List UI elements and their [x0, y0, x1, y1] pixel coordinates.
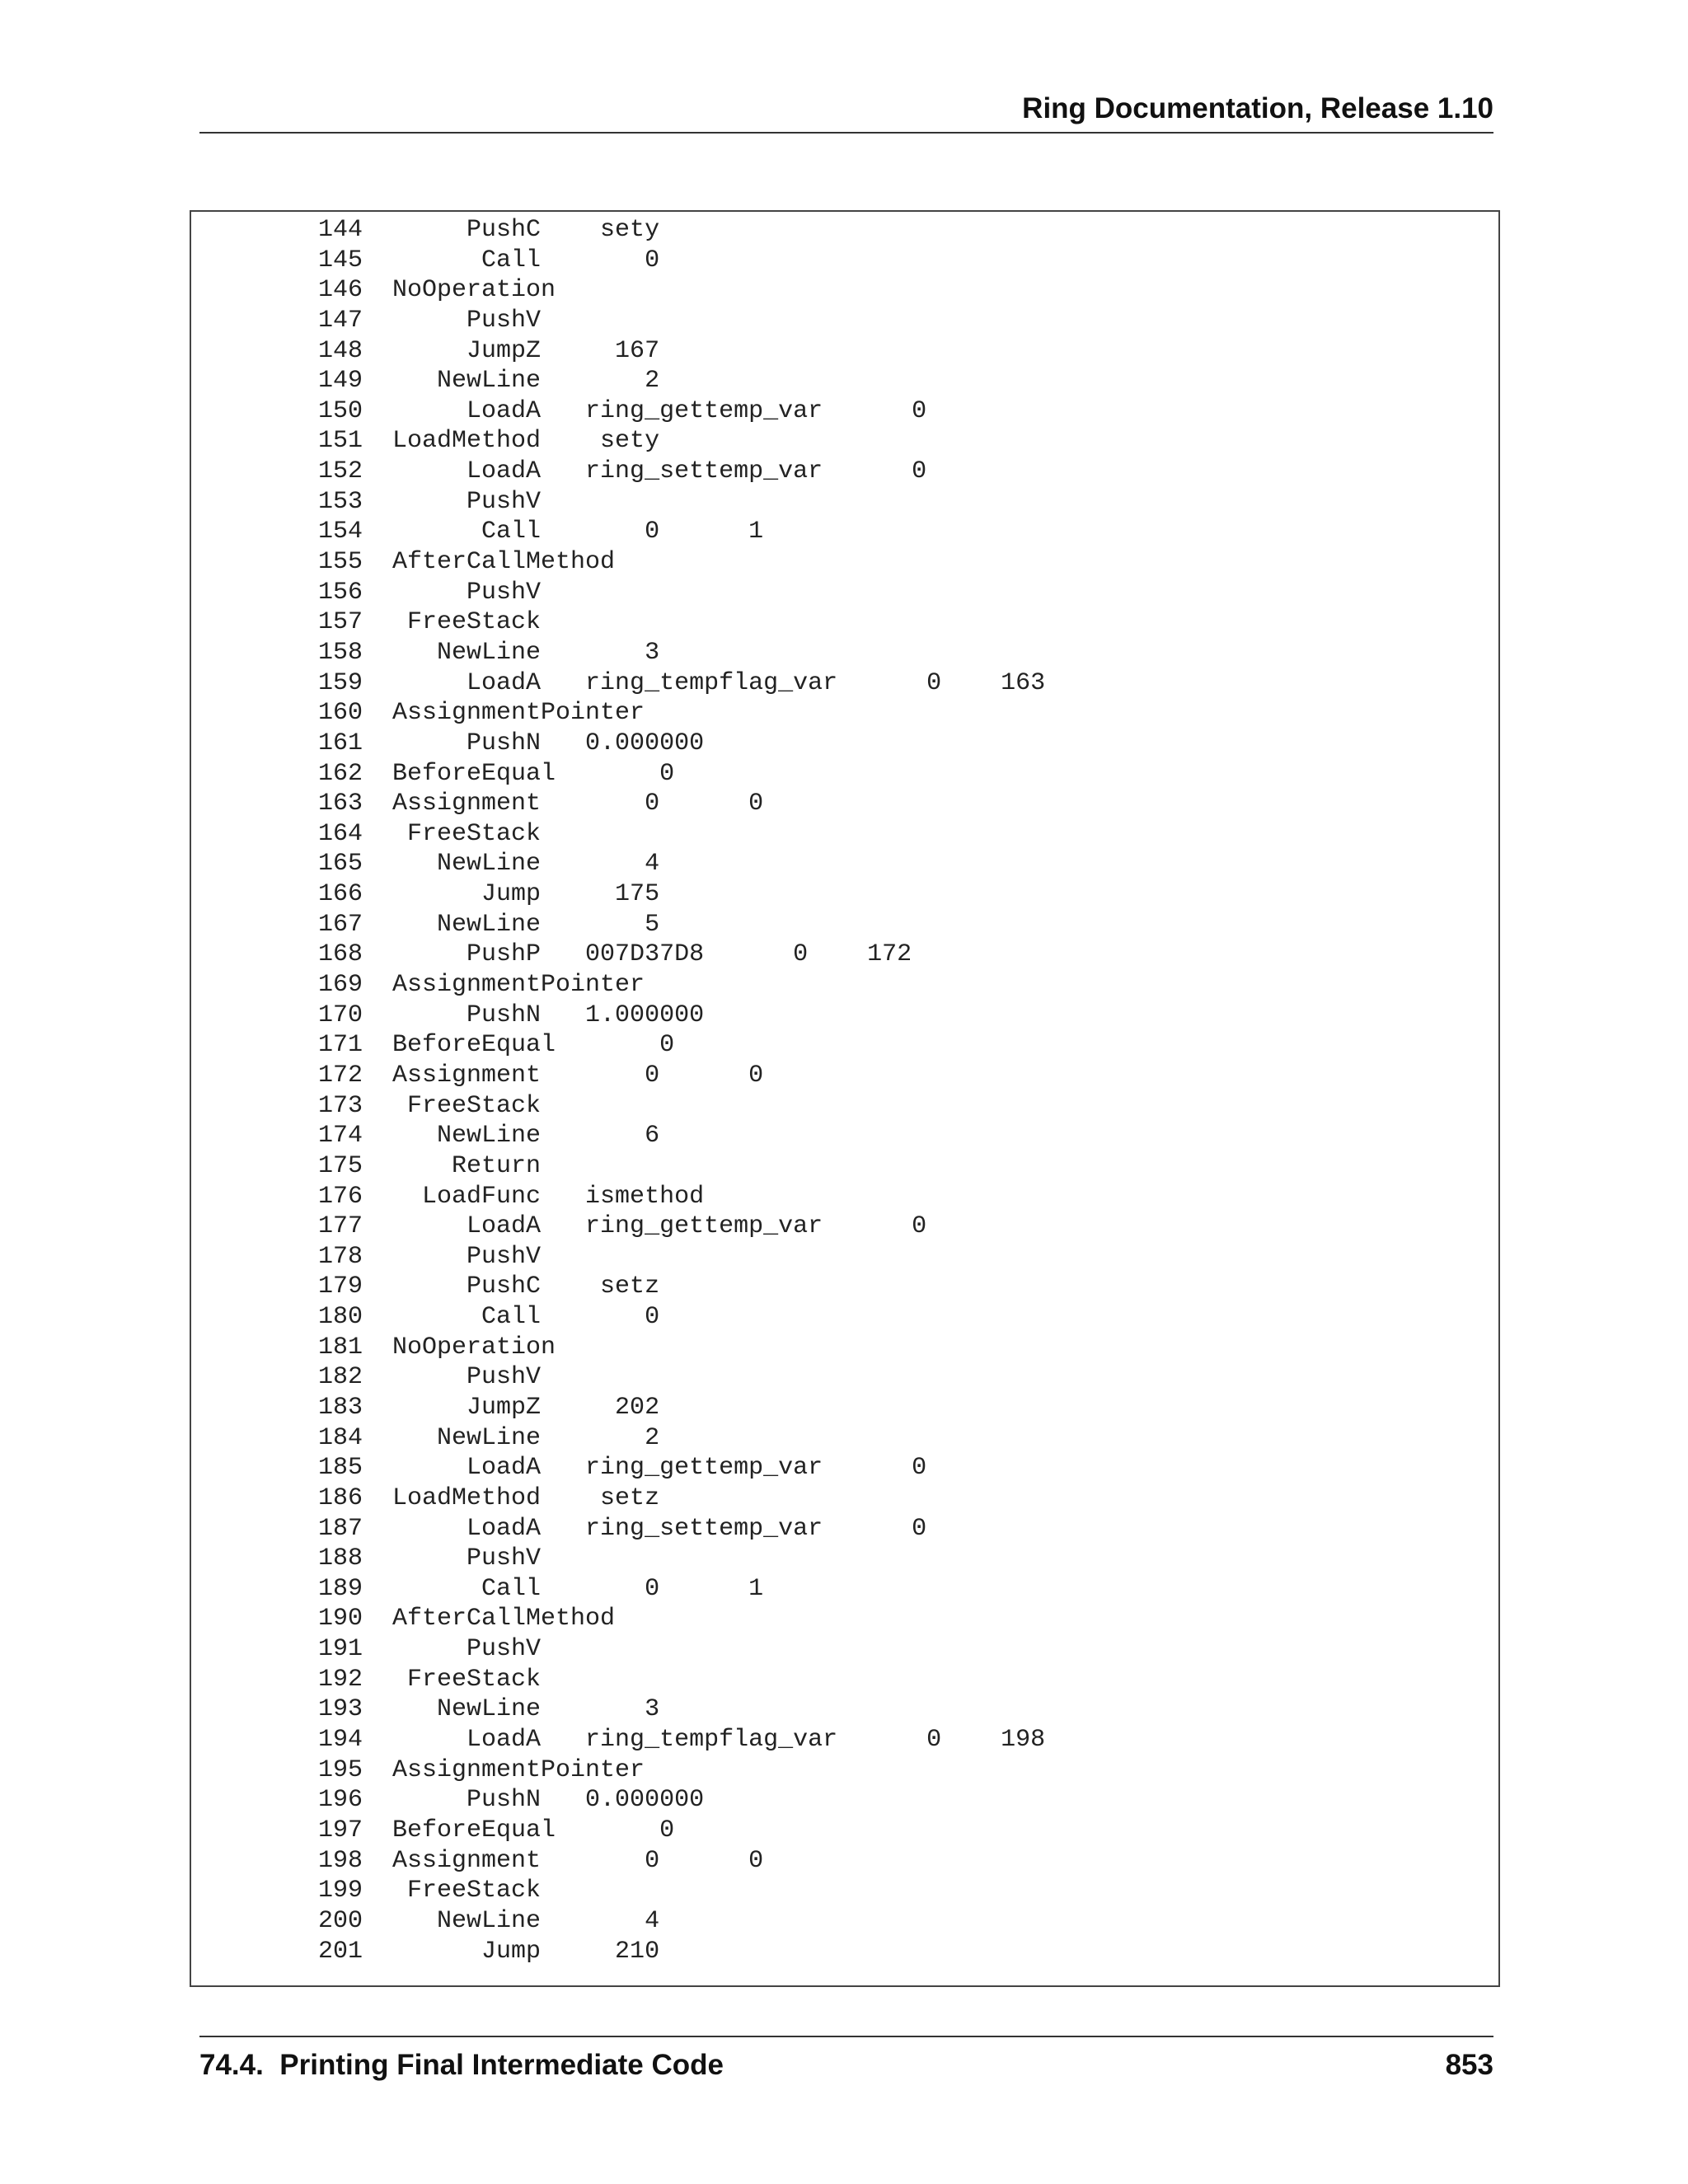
code-line: 196 PushN 0.000000: [318, 1786, 705, 1815]
code-line: 148 JumpZ 167: [318, 336, 660, 365]
code-line: 201 Jump 210: [318, 1937, 660, 1966]
code-line: 183 JumpZ 202: [318, 1393, 660, 1422]
code-line: 179 PushC setz: [318, 1272, 660, 1301]
code-line: 144 PushC sety: [318, 216, 660, 244]
code-line: 155 AfterCallMethod: [318, 548, 616, 577]
code-line: 170 PushN 1.000000: [318, 1001, 705, 1029]
code-line: 188 PushV: [318, 1544, 542, 1573]
code-line: 200 NewLine 4: [318, 1906, 660, 1935]
code-line: 159 LoadA ring_tempflag_var 0 163: [318, 668, 1046, 697]
code-line: 165 NewLine 4: [318, 850, 660, 879]
code-line: 192 FreeStack: [318, 1665, 542, 1694]
code-line: 193 NewLine 3: [318, 1695, 660, 1724]
code-line: 161 PushN 0.000000: [318, 729, 705, 757]
code-line: 176 LoadFunc ismethod: [318, 1182, 705, 1211]
code-line: 195 AssignmentPointer: [318, 1755, 645, 1784]
code-line: 166 Jump 175: [318, 880, 660, 909]
code-line: 152 LoadA ring_settemp_var 0: [318, 457, 927, 486]
code-line: 151 LoadMethod sety: [318, 427, 660, 456]
code-line: 167 NewLine 5: [318, 910, 660, 939]
document-title: Ring Documentation, Release 1.10: [1022, 92, 1493, 124]
code-listing-box: [190, 210, 1500, 1987]
code-line: 153 PushV: [318, 487, 542, 516]
code-line: 178 PushV: [318, 1242, 542, 1271]
code-line: 172 Assignment 0 0: [318, 1061, 764, 1090]
code-line: 158 NewLine 3: [318, 638, 660, 667]
code-line: 174 NewLine 6: [318, 1122, 660, 1151]
code-line: 150 LoadA ring_gettemp_var 0: [318, 396, 927, 425]
code-line: 173 FreeStack: [318, 1091, 542, 1120]
code-line: 171 BeforeEqual 0: [318, 1031, 675, 1060]
code-line: 154 Call 0 1: [318, 518, 764, 546]
code-line: 191 PushV: [318, 1635, 542, 1664]
code-line: 189 Call 0 1: [318, 1574, 764, 1603]
page-number: 853: [1445, 2049, 1493, 2081]
code-line: 177 LoadA ring_gettemp_var 0: [318, 1212, 927, 1241]
code-line: 149 NewLine 2: [318, 367, 660, 396]
section-title: 74.4. Printing Final Intermediate Code: [199, 2049, 724, 2081]
code-line: 156 PushV: [318, 578, 542, 607]
code-line: 181 NoOperation: [318, 1333, 556, 1361]
code-line: 194 LoadA ring_tempflag_var 0 198: [318, 1726, 1046, 1755]
code-line: 175 Return: [318, 1151, 542, 1180]
code-line: 185 LoadA ring_gettemp_var 0: [318, 1454, 927, 1483]
code-line: 169 AssignmentPointer: [318, 971, 645, 1000]
code-listing: [318, 215, 1045, 1966]
code-line: 180 Call 0: [318, 1303, 660, 1332]
code-line: 199 FreeStack: [318, 1877, 542, 1905]
code-line: 168 PushP 007D37D8 0 172: [318, 940, 912, 969]
code-line: 182 PushV: [318, 1363, 542, 1392]
code-line: 187 LoadA ring_settemp_var 0: [318, 1514, 927, 1543]
code-line: 184 NewLine 2: [318, 1423, 660, 1452]
code-line: 162 BeforeEqual 0: [318, 759, 675, 788]
code-line: 147 PushV: [318, 306, 542, 335]
code-line: 190 AfterCallMethod: [318, 1605, 616, 1633]
code-line: 186 LoadMethod setz: [318, 1483, 660, 1512]
code-line: 164 FreeStack: [318, 819, 542, 848]
code-line: 146 NoOperation: [318, 276, 556, 305]
code-line: 160 AssignmentPointer: [318, 699, 645, 728]
code-line: 157 FreeStack: [318, 608, 542, 637]
code-line: 145 Call 0: [318, 246, 660, 274]
code-line: 197 BeforeEqual 0: [318, 1816, 675, 1844]
page-header: [199, 89, 1493, 134]
page-footer: [199, 2036, 1493, 2087]
code-line: 198 Assignment 0 0: [318, 1846, 764, 1875]
code-line: 163 Assignment 0 0: [318, 790, 764, 818]
